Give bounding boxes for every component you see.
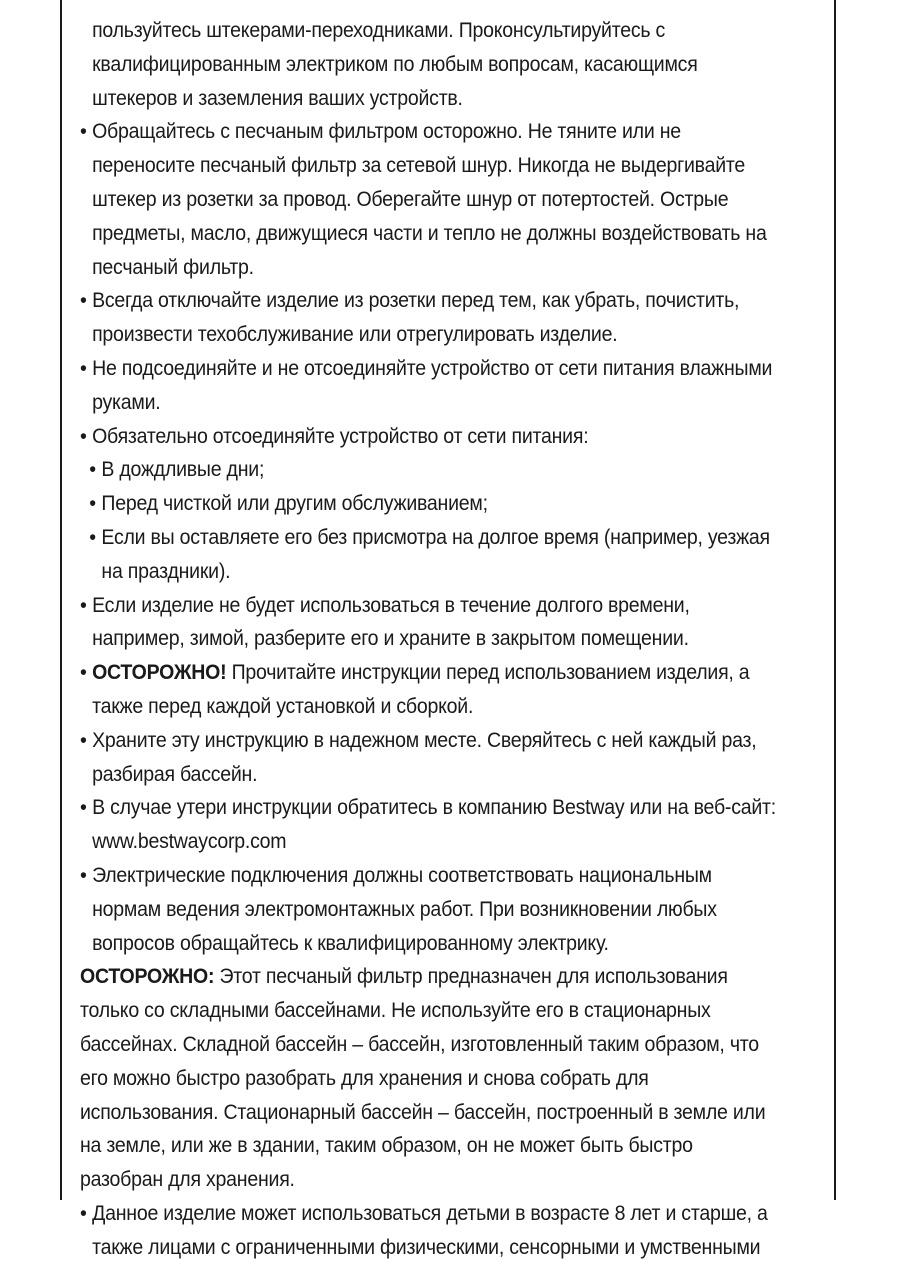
warning-label: ОСТОРОЖНО! bbox=[92, 661, 227, 685]
list-item: • Всегда отключайте изделие из розетки перед тем, как убрать, почистить, произвести техобслуживание или отрегулировать изделие. bbox=[80, 284, 778, 352]
list-item: • Если изделие не будет использоваться в течение долгого времени, например, зимой, разберите его и храните в закрытом помещении. bbox=[80, 589, 778, 657]
bullet-icon: • bbox=[89, 525, 96, 549]
sub-list-item: • Если вы оставляете его без присмотра на долгое время (например, уезжая на праздники). bbox=[80, 521, 778, 589]
list-item: • Данное изделие может использоваться детьми в возрасте 8 лет и старше, а также лицами с ограниченными физическими, сенсорными и умственными bbox=[80, 1197, 778, 1264]
bullet-icon: • bbox=[80, 796, 87, 820]
warning-list-item: • ОСТОРОЖНО! Прочитайте инструкции перед использованием изделия, а также перед каждой установкой и сборкой. bbox=[80, 656, 778, 724]
bullet-icon: • bbox=[80, 863, 87, 887]
sub-list-item: • Перед чисткой или другим обслуживанием; bbox=[80, 487, 778, 521]
list-item: • В случае утери инструкции обратитесь в компанию Bestway или на веб-сайт: www.bestwaycorp.com bbox=[80, 791, 778, 859]
bullet-icon: • bbox=[80, 593, 87, 617]
sub-list-item: • В дождливые дни; bbox=[80, 453, 778, 487]
warning-paragraph: ОСТОРОЖНО: Этот песчаный фильтр предназначен для использования только со складными бассейнами. Не используйте его в стационарных бассейнах. Складной бассейн – бассейн, изготовленный таким образом, что его можно быстро разобрать для хранения и снова собрать для использования. Стационарный бассейн – бассейн, построенный в земле или на земле, или же в здании, таким образом, он не может быть быстро разобран для хранения. bbox=[80, 965, 766, 1192]
document-body bbox=[80, 14, 778, 1264]
bullet-icon: • bbox=[80, 424, 87, 448]
list-item: • Обращайтесь с песчаным фильтром осторожно. Не тяните или не переносите песчаный фильтр за сетевой шнур. Никогда не выдергивайте штекер из розетки за провод. Оберегайте шнур от потертостей. Острые предметы, масло, движущиеся части и тепло не должны воздействовать на песчаный фильтр. bbox=[80, 115, 778, 284]
bullet-icon: • bbox=[89, 492, 96, 516]
bullet-icon: • bbox=[80, 120, 87, 144]
list-item: • Не подсоединяйте и не отсоединяйте устройство от сети питания влажными руками. bbox=[80, 352, 778, 420]
bullet-icon: • bbox=[80, 1201, 87, 1225]
bullet-icon: • bbox=[80, 661, 87, 685]
list-item: • Храните эту инструкцию в надежном месте. Сверяйтесь с ней каждый раз, разбирая бассейн. bbox=[80, 724, 778, 792]
list-item: • Электрические подключения должны соответствовать национальным нормам ведения электромонтажных работ. При возникновении любых вопросов обращайтесь к квалифицированному электрику. bbox=[80, 859, 778, 960]
bullet-icon: • bbox=[80, 289, 87, 313]
paragraph-continuation: пользуйтесь штекерами-переходниками. Проконсультируйтесь с квалифицированным электриком по любым вопросам, касающимся штекеров и заземления ваших устройств. bbox=[92, 19, 698, 110]
bullet-icon: • bbox=[80, 356, 87, 380]
warning-label: ОСТОРОЖНО: bbox=[80, 965, 215, 989]
list-item: • Обязательно отсоединяйте устройство от сети питания: bbox=[80, 420, 778, 454]
bullet-icon: • bbox=[80, 728, 87, 752]
bullet-icon: • bbox=[89, 458, 96, 482]
